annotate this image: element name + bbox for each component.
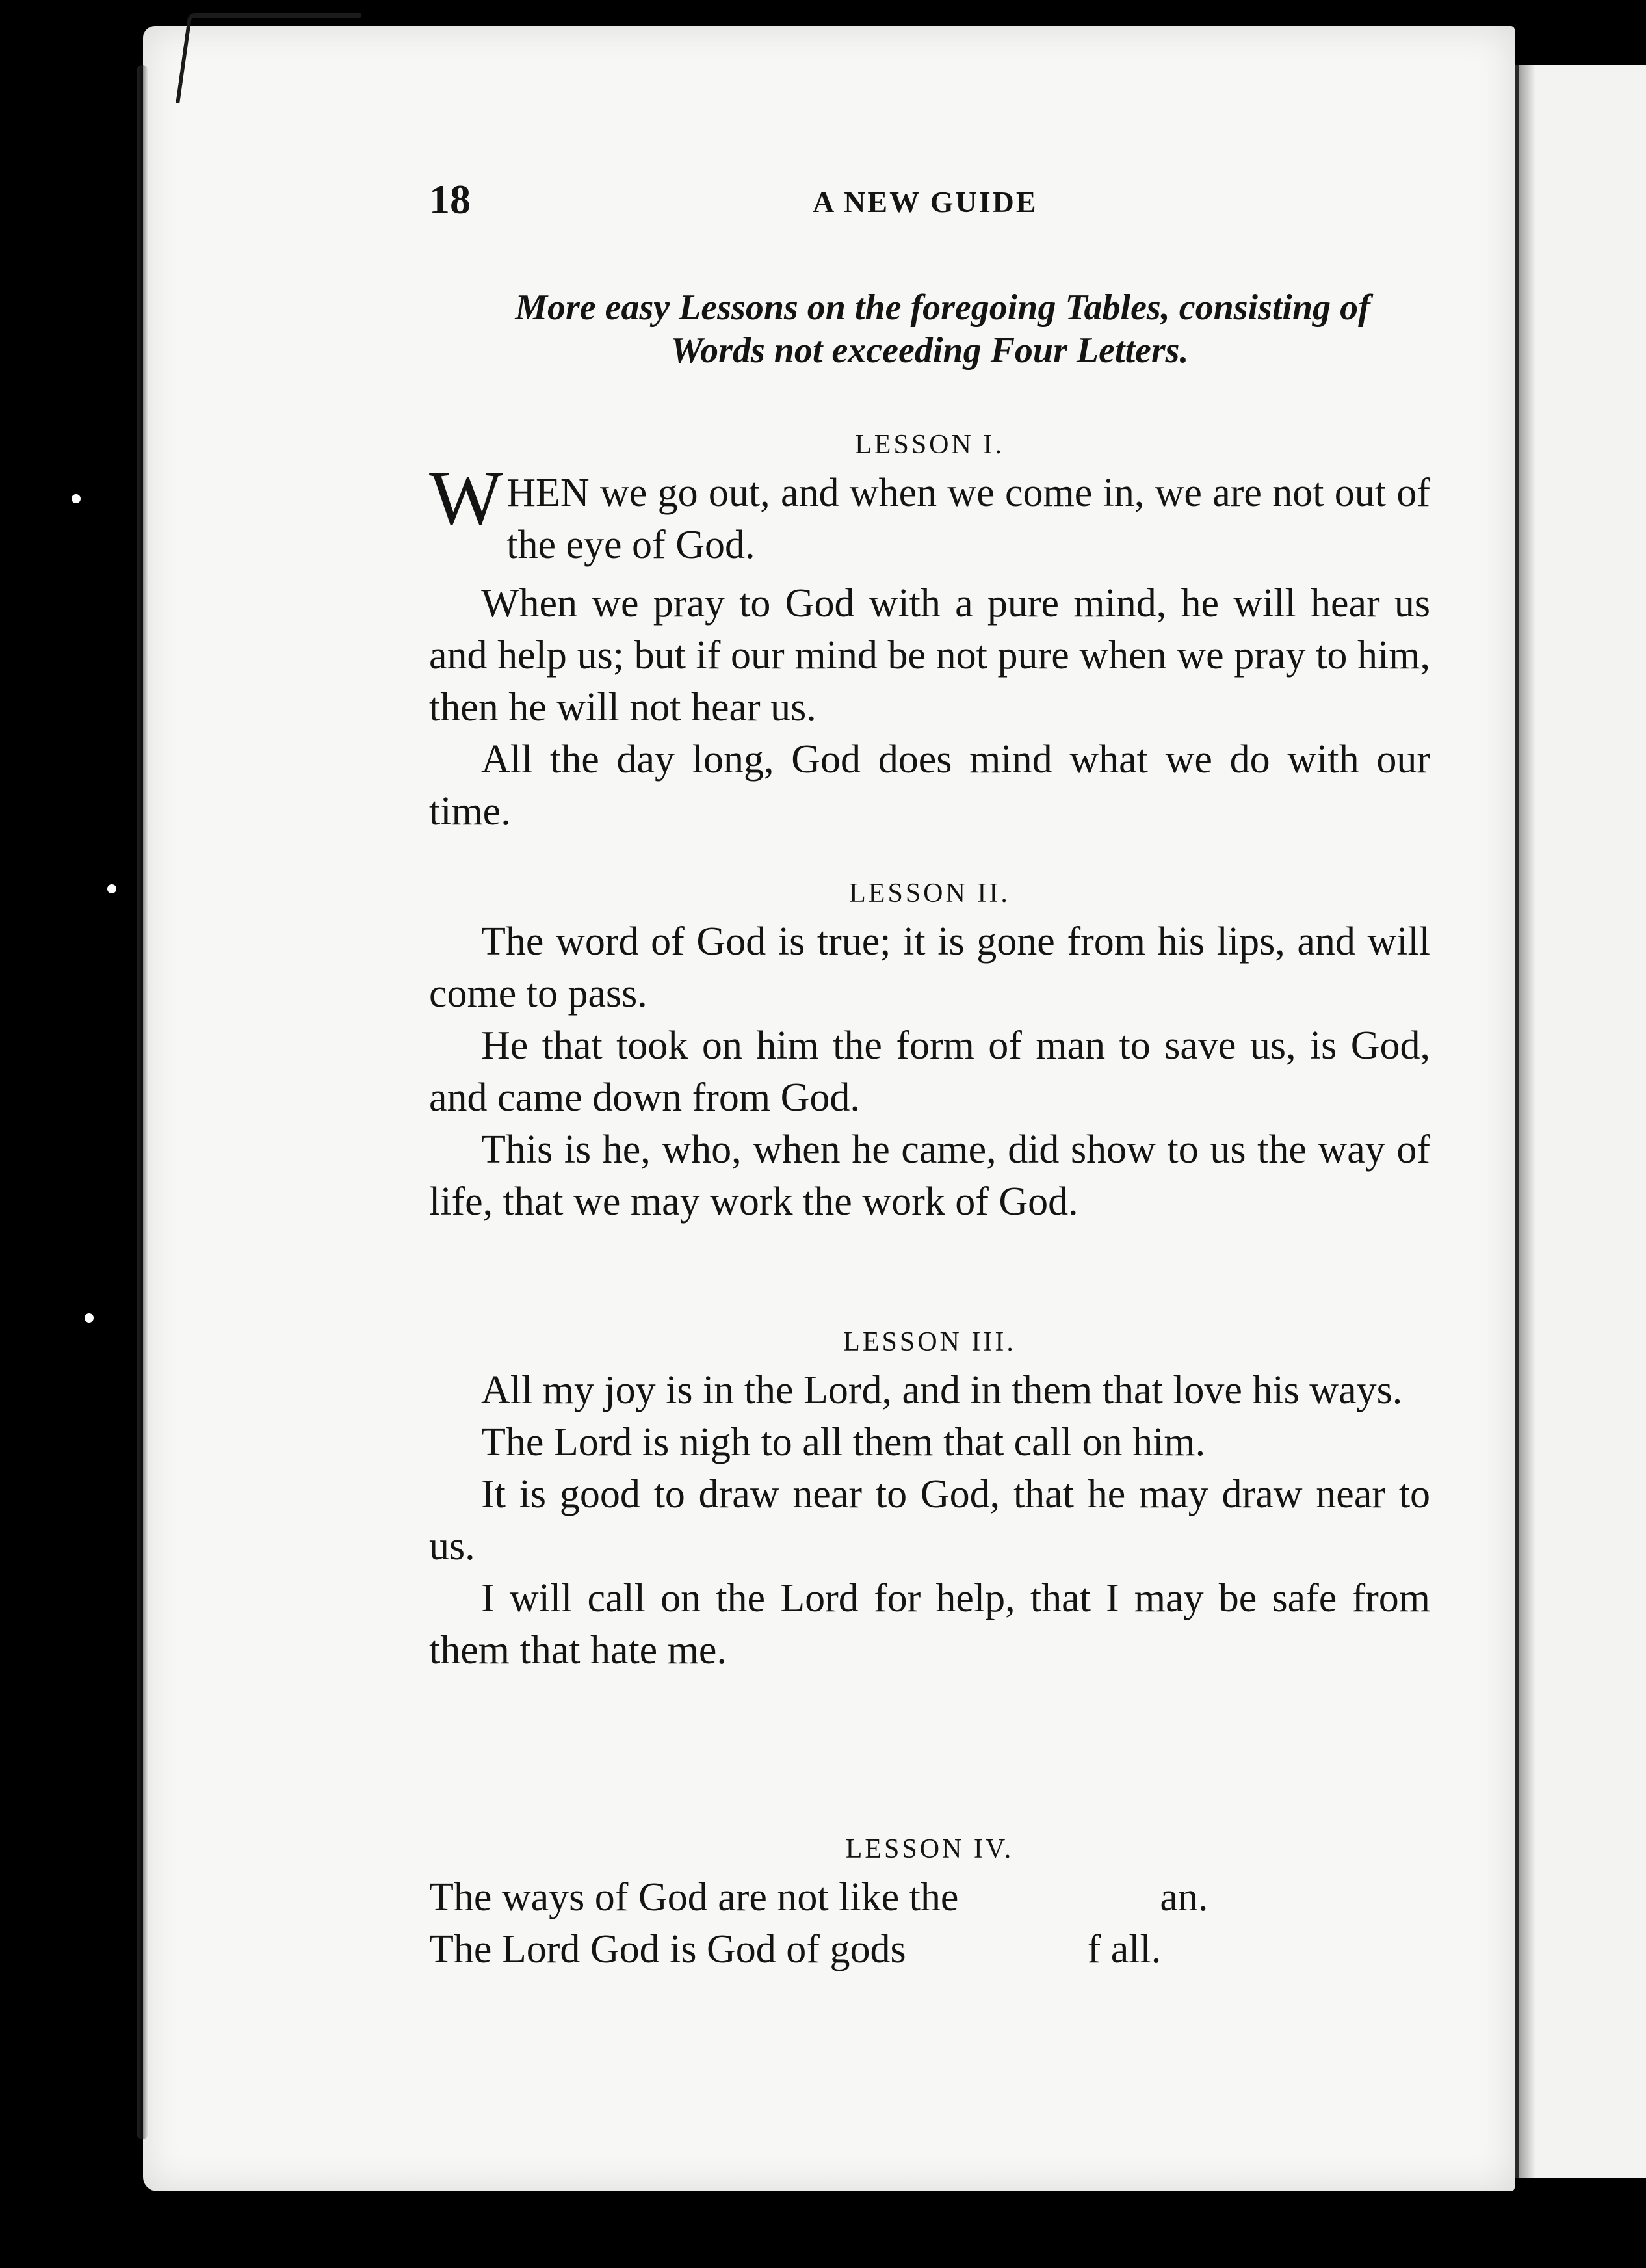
spine-shadow: [1519, 65, 1535, 2178]
lesson-paragraph: I will call on the Lord for help, that I may be safe from them that hate me.: [429, 1576, 1430, 1672]
lesson-title: LESSON IV.: [845, 1834, 1014, 1864]
lesson-3: [429, 1326, 1430, 1676]
intro-line-2: Words not exceeding Four Letters.: [670, 330, 1189, 371]
lesson-paragraph: The Lord God is God of gods f all.: [429, 1927, 1162, 1971]
lesson-title: LESSON II.: [849, 878, 1010, 908]
lesson-paragraph: All the day long, God does mind what we do with our time.: [429, 737, 1430, 834]
folded-corner: [176, 13, 361, 103]
lesson-title: LESSON I.: [855, 430, 1004, 460]
intro-line-1: More easy Lessons on the foregoing Tables, consisting of: [515, 287, 1370, 328]
lesson-paragraph: He that took on him the form of man to save us, is God, and came down from God.: [429, 1023, 1430, 1120]
lesson-2: [429, 878, 1430, 1228]
lesson-title: LESSON III.: [843, 1327, 1016, 1357]
lesson-4: [429, 1834, 1430, 1975]
lesson-paragraph: The Lord is nigh to all them that call on him.: [481, 1420, 1206, 1464]
lesson-paragraph: The word of God is true; it is gone from his lips, and will come to pass.: [429, 919, 1430, 1016]
running-head: A NEW GUIDE: [813, 185, 1038, 218]
section-intro: [429, 286, 1430, 372]
lesson-paragraph: All my joy is in the Lord, and in them that love his ways.: [481, 1368, 1403, 1412]
lesson-paragraph: When we pray to God with a pure mind, he will hear us and help us; but if our mind be not pure when we pray to him, then he will not hear us.: [429, 581, 1430, 730]
lesson-1: [429, 429, 1430, 837]
lesson-paragraph: This is he, who, when he came, did show to us the way of life, that we may work the work of God.: [429, 1127, 1430, 1224]
page-header: [429, 176, 1430, 241]
paragraph-text: HEN we go out, and when we come in, we are not out of the eye of God.: [506, 471, 1430, 567]
drop-cap: W: [429, 455, 503, 541]
lesson-paragraph: It is good to draw near to God, that he may draw near to us.: [429, 1472, 1430, 1568]
page-number: 18: [429, 176, 471, 222]
lesson-paragraph: [429, 455, 1430, 571]
dust-speck: [85, 1313, 94, 1323]
facing-page-edge: [1515, 65, 1646, 2178]
dust-speck: [72, 494, 81, 503]
page-edge-shadow: [137, 65, 148, 2139]
dust-speck: [107, 884, 116, 893]
lesson-paragraph: The ways of God are not like the an.: [429, 1875, 1208, 1919]
